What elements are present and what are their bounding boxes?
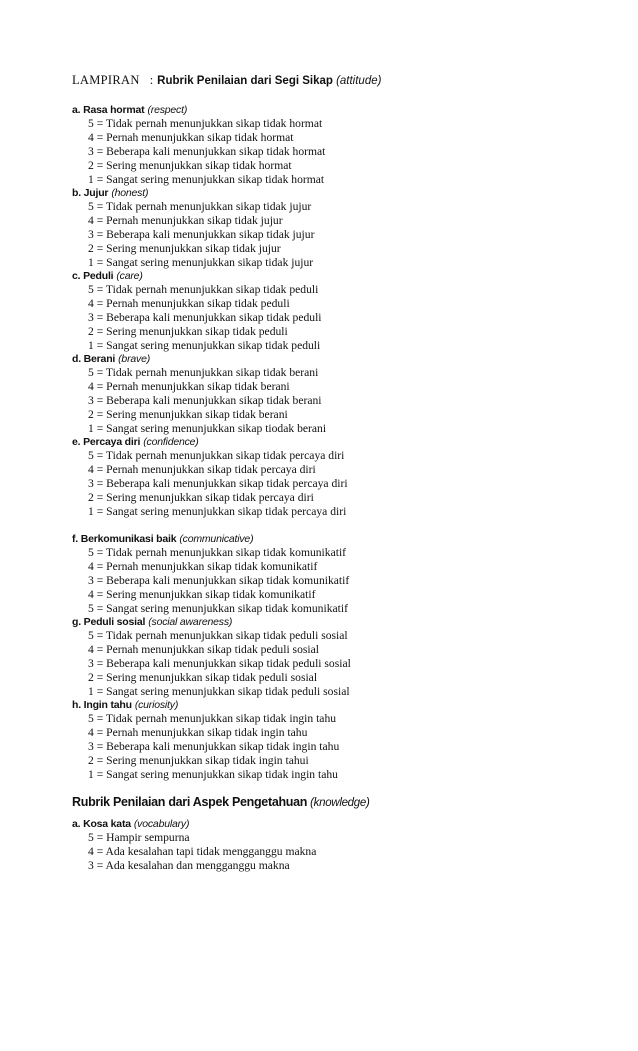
rubric-criterion: 5 = Tidak pernah menunjukkan sikap tidak berani bbox=[88, 366, 319, 379]
rubric-criterion: 4 = Pernah menunjukkan sikap tidak ingin tahu bbox=[88, 725, 308, 739]
rubric-section bbox=[72, 615, 612, 698]
section-heading bbox=[72, 817, 612, 831]
section-label: d. Berani bbox=[72, 353, 116, 365]
rubric-section bbox=[72, 698, 612, 781]
rubric-criterion: 3 = Ada kesalahan dan mengganggu makna bbox=[88, 858, 290, 872]
rubric-criterion: 2 = Sering menunjukkan sikap tidak peduli sosial bbox=[88, 670, 318, 684]
rubric-criterion: 2 = Sering menunjukkan sikap tidak percaya diri bbox=[88, 490, 314, 504]
rubric-criterion: 1 = Sangat sering menunjukkan sikap tidak peduli bbox=[88, 338, 321, 352]
rubric-criterion: 5 = Sangat sering menunjukkan sikap tidak komunikatif bbox=[88, 601, 348, 615]
rubric-section bbox=[72, 352, 612, 435]
rubric-criterion: 2 = Sering menunjukkan sikap tidak berani bbox=[88, 407, 288, 421]
knowledge-heading bbox=[72, 795, 369, 809]
knowledge-title-english: (knowledge) bbox=[310, 797, 370, 809]
section-label-english: (social awareness) bbox=[148, 616, 233, 628]
section-label-english: (brave) bbox=[118, 353, 150, 365]
title-main: Rubrik Penilaian dari Segi Sikap bbox=[157, 75, 333, 87]
rubric-criterion: 1 = Sangat sering menunjukkan sikap tidak hormat bbox=[88, 172, 325, 186]
rubric-criterion: 4 = Pernah menunjukkan sikap tidak hormat bbox=[88, 130, 294, 144]
rubric-criterion: 1 = Sangat sering menunjukkan sikap tidak percaya diri bbox=[88, 504, 347, 518]
rubric-criterion: 4 = Pernah menunjukkan sikap tidak berani bbox=[88, 379, 290, 393]
rubric-criterion: 3 = Beberapa kali menunjukkan sikap tidak berani bbox=[88, 393, 322, 407]
section-label-english: (confidence) bbox=[143, 436, 199, 448]
section-label-english: (vocabulary) bbox=[133, 818, 190, 830]
rubric-criterion: 5 = Tidak pernah menunjukkan sikap tidak percaya diri bbox=[88, 449, 345, 462]
rubric-criterion: 4 = Pernah menunjukkan sikap tidak komunikatif bbox=[88, 559, 318, 573]
section-label-english: (care) bbox=[116, 270, 143, 282]
section-label: h. Ingin tahu bbox=[72, 699, 132, 711]
rubric-criterion: 2 = Sering menunjukkan sikap tidak jujur bbox=[88, 241, 281, 255]
rubric-criterion: 5 = Tidak pernah menunjukkan sikap tidak jujur bbox=[88, 200, 312, 213]
section-label-english: (respect) bbox=[147, 104, 188, 116]
section-label: a. Rasa hormat bbox=[72, 104, 145, 116]
rubric-criterion: 3 = Beberapa kali menunjukkan sikap tidak percaya diri bbox=[88, 476, 348, 490]
appendix-label: LAMPIRAN bbox=[72, 73, 140, 87]
section-heading bbox=[72, 186, 612, 200]
rubric-criterion: 5 = Tidak pernah menunjukkan sikap tidak ingin tahu bbox=[88, 712, 337, 725]
section-label-english: (curiosity) bbox=[134, 699, 179, 711]
rubric-section bbox=[72, 532, 612, 615]
section-label-english: (communicative) bbox=[179, 533, 254, 545]
rubric-section bbox=[72, 103, 612, 186]
rubric-criterion: 5 = Hampir sempurna bbox=[88, 831, 190, 844]
rubric-criterion: 3 = Beberapa kali menunjukkan sikap tidak komunikatif bbox=[88, 573, 350, 587]
rubric-criterion: 4 = Pernah menunjukkan sikap tidak peduli sosial bbox=[88, 642, 319, 656]
section-heading bbox=[72, 352, 612, 366]
rubric-section bbox=[72, 269, 612, 352]
rubric-criterion: 1 = Sangat sering menunjukkan sikap tidak peduli sosial bbox=[88, 684, 350, 698]
rubric-criterion: 3 = Beberapa kali menunjukkan sikap tidak ingin tahu bbox=[88, 739, 340, 753]
knowledge-title: Rubrik Penilaian dari Aspek Pengetahuan bbox=[72, 795, 308, 809]
title-english: (attitude) bbox=[336, 75, 382, 87]
section-label: a. Kosa kata bbox=[72, 818, 131, 830]
rubric-criterion: 4 = Ada kesalahan tapi tidak mengganggu makna bbox=[88, 844, 317, 858]
rubric-criterion: 2 = Sering menunjukkan sikap tidak peduli bbox=[88, 324, 288, 338]
section-heading bbox=[72, 698, 612, 712]
rubric-criterion: 2 = Sering menunjukkan sikap tidak ingin tahui bbox=[88, 753, 309, 767]
section-heading bbox=[72, 532, 612, 546]
rubric-criterion: 3 = Beberapa kali menunjukkan sikap tidak peduli sosial bbox=[88, 656, 351, 670]
section-label-english: (honest) bbox=[111, 187, 149, 199]
rubric-criterion: 5 = Tidak pernah menunjukkan sikap tidak hormat bbox=[88, 117, 323, 130]
rubric-criterion: 4 = Pernah menunjukkan sikap tidak jujur bbox=[88, 213, 283, 227]
rubric-criterion: 2 = Sering menunjukkan sikap tidak hormat bbox=[88, 158, 292, 172]
rubric-criterion: 5 = Tidak pernah menunjukkan sikap tidak peduli bbox=[88, 283, 319, 296]
rubric-criterion: 4 = Sering menunjukkan sikap tidak komunikatif bbox=[88, 587, 316, 601]
rubric-criterion: 3 = Beberapa kali menunjukkan sikap tidak peduli bbox=[88, 310, 322, 324]
section-label: f. Berkomunikasi baik bbox=[72, 533, 177, 545]
section-label: e. Percaya diri bbox=[72, 436, 141, 448]
rubric-section bbox=[72, 186, 612, 269]
rubric-criterion: 4 = Pernah menunjukkan sikap tidak peduli bbox=[88, 296, 290, 310]
document-title bbox=[72, 73, 381, 88]
section-label: g. Peduli sosial bbox=[72, 616, 146, 628]
section-heading bbox=[72, 435, 612, 449]
section-heading bbox=[72, 615, 612, 629]
section-heading bbox=[72, 103, 612, 117]
rubric-criterion: 3 = Beberapa kali menunjukkan sikap tidak hormat bbox=[88, 144, 326, 158]
section-label: c. Peduli bbox=[72, 270, 114, 282]
section-heading bbox=[72, 269, 612, 283]
rubric-criterion: 1 = Sangat sering menunjukkan sikap tidak ingin tahu bbox=[88, 767, 338, 781]
rubric-criterion: 5 = Tidak pernah menunjukkan sikap tidak peduli sosial bbox=[88, 629, 348, 642]
title-separator: : bbox=[149, 73, 154, 87]
rubric-criterion: 5 = Tidak pernah menunjukkan sikap tidak komunikatif bbox=[88, 546, 347, 559]
rubric-section bbox=[72, 817, 612, 873]
rubric-criterion: 4 = Pernah menunjukkan sikap tidak percaya diri bbox=[88, 462, 316, 476]
rubric-criterion: 3 = Beberapa kali menunjukkan sikap tidak jujur bbox=[88, 227, 315, 241]
rubric-criterion: 1 = Sangat sering menunjukkan sikap tidak jujur bbox=[88, 255, 314, 269]
rubric-section bbox=[72, 435, 612, 518]
rubric-criterion: 1 = Sangat sering menunjukkan sikap tiodak berani bbox=[88, 421, 327, 435]
section-label: b. Jujur bbox=[72, 187, 109, 199]
